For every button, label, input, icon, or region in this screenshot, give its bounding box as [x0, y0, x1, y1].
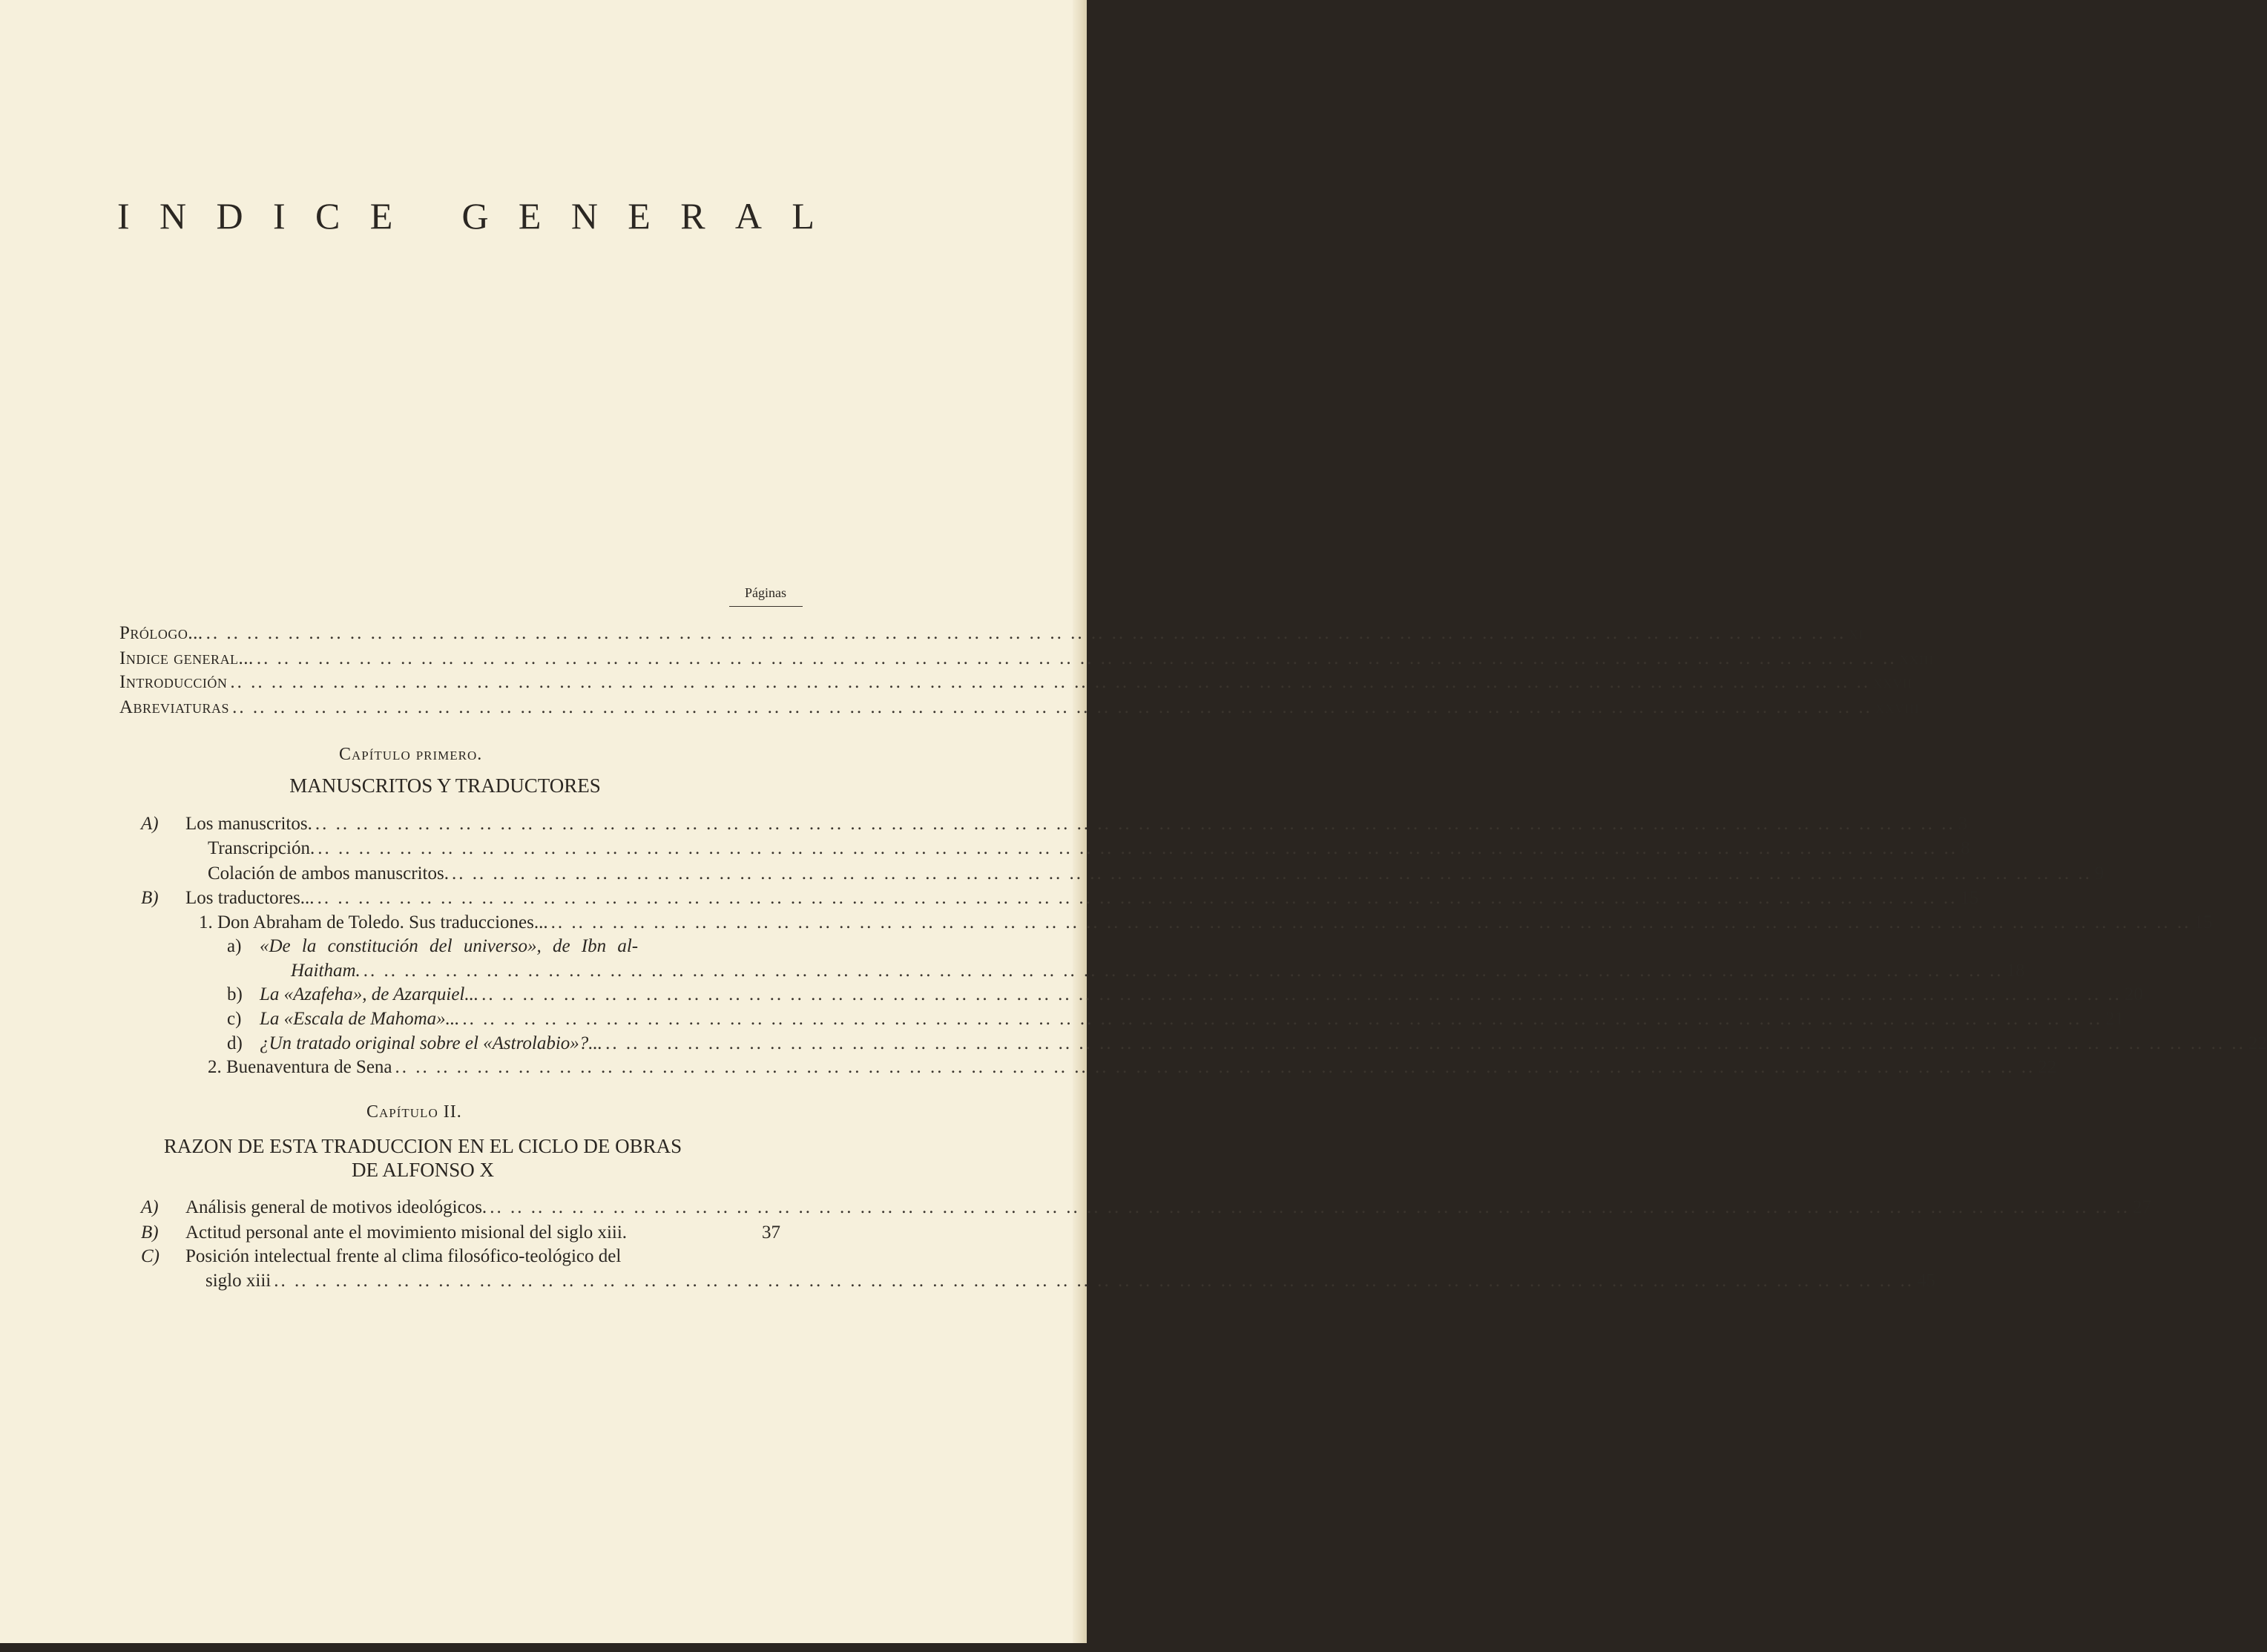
title-letter — [423, 194, 432, 237]
title-letter: E — [628, 195, 651, 237]
leader-dots: .. .. .. .. .. .. .. .. .. .. .. .. .. .. .. .. .. .. .. .. .. .. .. .. .. .. .. .. .. .. .. .. .. .. .. .. .. .. .. .. .. .. .. .. .. .. .. .. .. .. .. .. .. .. .. .. .. .. .. .. .. .. .. .. .. .. .. .. .. .. .. .. .. .. .. .. .. .. .. .. — [256, 648, 1897, 668]
toc-entry-page: 20 — [2124, 984, 2143, 1004]
toc-entry-label: Los traductores... — [185, 888, 315, 908]
toc-entry-page: 37 — [762, 1222, 780, 1243]
section-letter: B) — [141, 888, 159, 908]
toc-entry-label: La «Escala de Mahoma»... — [260, 1009, 460, 1029]
toc-entry-escala[interactable] — [227, 1009, 2125, 1034]
leader-dots: .. .. .. .. .. .. .. .. .. .. .. .. .. .. .. .. .. .. .. .. .. .. .. .. .. .. .. .. .. .. .. .. .. .. .. .. .. .. .. .. .. .. .. .. .. .. .. .. .. .. .. .. .. .. .. .. .. .. .. .. .. .. .. .. .. .. .. .. .. .. .. .. .. .. .. .. .. .. .. .. — [315, 814, 1955, 834]
toc-entry-label: Haitham. — [291, 961, 361, 981]
toc-entry-label: La «Azafeha», de Azarquiel... — [260, 984, 479, 1004]
toc-entry-page: 15 — [1960, 888, 1979, 908]
chapter-2-title-line2: DE ALFONSO X — [351, 1159, 495, 1181]
toc-entry-label: ¿Un tratado original sobre el «Astrolabio»?... — [260, 1033, 603, 1053]
title-letter: R — [680, 195, 705, 237]
title-letter: E — [518, 195, 542, 237]
leader-dots: .. .. .. .. .. .. .. .. .. .. .. .. .. .. .. .. .. .. .. .. .. .. .. .. .. .. .. .. .. .. .. .. .. .. .. .. .. .. .. .. .. .. .. .. .. .. .. .. .. .. .. .. .. .. .. .. .. .. .. .. .. .. .. .. .. .. .. .. .. .. .. .. .. .. .. .. .. .. .. .. — [451, 863, 2092, 883]
toc-entry-label: 2. Buenaventura de Sena — [208, 1057, 392, 1077]
leader-dots: .. .. .. .. .. .. .. .. .. .. .. .. .. .. .. .. .. .. .. .. .. .. .. .. .. .. .. .. .. .. .. .. .. .. .. .. .. .. .. .. .. .. .. .. .. .. .. .. .. .. .. .. .. .. .. .. .. .. .. .. .. .. .. .. .. .. .. .. .. .. .. .. .. .. .. .. .. .. .. .. — [232, 697, 1872, 717]
title-letter: I — [117, 195, 130, 237]
leader-dots: .. .. .. .. .. .. .. .. .. .. .. .. .. .. .. .. .. .. .. .. .. .. .. .. .. .. .. .. .. .. .. .. .. .. .. .. .. .. .. .. .. .. .. .. .. .. .. .. .. .. .. .. .. .. .. .. .. .. .. .. .. .. .. .. .. .. .. .. .. .. .. .. .. .. .. .. .. .. .. .. — [462, 1009, 2103, 1029]
toc-entry-page: 18 — [2006, 961, 2025, 981]
toc-entry-page: 21 — [2105, 1009, 2125, 1029]
leader-dots: .. .. .. .. .. .. .. .. .. .. .. .. .. .. .. .. .. .. .. .. .. .. .. .. .. .. .. .. .. .. .. .. .. .. .. .. .. .. .. .. .. .. .. .. .. .. .. .. .. .. .. .. .. .. .. .. .. .. .. .. .. .. .. .. .. .. .. .. .. .. .. .. .. .. .. .. .. .. .. .. — [230, 672, 1871, 692]
chapter-2-label: Capítulo II. — [366, 1102, 462, 1122]
toc-entry-prologo[interactable] — [119, 623, 1864, 648]
toc-entry-page: xxvii — [1873, 673, 1913, 692]
leader-dots: .. .. .. .. .. .. .. .. .. .. .. .. .. .. .. .. .. .. .. .. .. .. .. .. .. .. .. .. .. .. .. .. .. .. .. .. .. .. .. .. .. .. .. .. .. .. .. .. .. .. .. .. .. .. .. .. .. .. .. .. .. .. .. .. .. .. .. .. .. .. .. .. .. .. .. .. .. .. .. .. — [490, 1197, 2130, 1217]
paginas-header: Páginas — [745, 585, 786, 600]
toc-entry-traductores[interactable] — [141, 888, 1979, 913]
toc-entry-label: Prólogo... — [119, 623, 203, 643]
toc-entry-manuscritos[interactable] — [141, 814, 1968, 839]
toc-entry-label: Posición intelectual frente al clima filosófico-teológico del — [185, 1246, 622, 1266]
toc-entry-page: 45 — [1916, 1271, 1935, 1291]
toc-entry-label: 1. Don Abraham de Toledo. Sus traducciones... — [199, 912, 548, 932]
title-letter: A — [734, 195, 763, 237]
toc-entry-astrolabio[interactable] — [227, 1033, 2267, 1059]
leader-dots: .. .. .. .. .. .. .. .. .. .. .. .. .. .. .. .. .. .. .. .. .. .. .. .. .. .. .. .. .. .. .. .. .. .. .. .. .. .. .. .. .. .. .. .. .. .. .. .. .. .. .. .. .. .. .. .. .. .. .. .. .. .. .. .. .. .. .. .. .. .. .. .. .. .. .. .. .. .. .. .. — [317, 888, 1958, 908]
toc-entry-posicion-line1[interactable] — [141, 1246, 621, 1267]
leader-dots: .. .. .. .. .. .. .. .. .. .. .. .. .. .. .. .. .. .. .. .. .. .. .. .. .. .. .. .. .. .. .. .. .. .. .. .. .. .. .. .. .. .. .. .. .. .. .. .. .. .. .. .. .. .. .. .. .. .. .. .. .. .. .. .. .. .. .. .. .. .. .. .. .. .. .. .. .. .. .. .. — [550, 912, 2191, 932]
toc-entry-label: Abreviaturas — [119, 697, 230, 717]
toc-entry-page: 9 — [2094, 863, 2105, 883]
toc-entry-label: Colación de ambos manuscritos. — [208, 863, 449, 883]
toc-entry-colacion[interactable] — [208, 863, 2105, 889]
toc-entry-constitucion-line2[interactable] — [291, 961, 2025, 986]
toc-entry-azafeha[interactable] — [227, 984, 2143, 1010]
leader-dots: .. .. .. .. .. .. .. .. .. .. .. .. .. .. .. .. .. .. .. .. .. .. .. .. .. .. .. .. .. .. .. .. .. .. .. .. .. .. .. .. .. .. .. .. .. .. .. .. .. .. .. .. .. .. .. .. .. .. .. .. .. .. .. .. .. .. .. .. .. .. .. .. .. .. .. .. .. .. .. .. — [205, 623, 1846, 643]
title-letter: L — [792, 195, 815, 237]
toc-entry-introduccion[interactable] — [119, 672, 1913, 697]
toc-entry-label: siglo xiii — [205, 1271, 272, 1291]
toc-entry-analisis[interactable] — [141, 1197, 2151, 1222]
section-letter: B) — [141, 1222, 159, 1243]
page-title — [117, 194, 815, 237]
toc-entry-page: 22 — [2248, 1033, 2267, 1053]
toc-entry-page: xxiii — [1899, 649, 1935, 668]
toc-entry-label: Actitud personal ante el movimiento misional del siglo xiii. — [185, 1222, 628, 1243]
leader-dots: .. .. .. .. .. .. .. .. .. .. .. .. .. .. .. .. .. .. .. .. .. .. .. .. .. .. .. .. .. .. .. .. .. .. .. .. .. .. .. .. .. .. .. .. .. .. .. .. .. .. .. .. .. .. .. .. .. .. .. .. .. .. .. .. .. .. .. .. .. .. .. .. .. .. .. .. .. .. .. .. — [363, 961, 2004, 981]
toc-entry-actitud[interactable] — [141, 1222, 780, 1248]
subsection-letter: c) — [227, 1009, 242, 1029]
toc-entry-label: Introducción — [119, 672, 228, 692]
toc-entry-label: Análisis general de motivos ideológicos. — [185, 1197, 487, 1217]
title-letter: N — [570, 195, 598, 237]
toc-entry-page: xi — [1849, 624, 1864, 643]
toc-entry-page: 22 — [2038, 1057, 2057, 1077]
toc-entry-page: 3 — [1958, 814, 1968, 834]
toc-entry-label: «De la constitución del universo», de Ibn al- — [260, 936, 639, 956]
paginas-rule — [729, 606, 803, 607]
toc-entry-posicion-line2[interactable] — [205, 1271, 1935, 1296]
toc-entry-label: Los manuscritos. — [185, 814, 312, 834]
toc-entry-page: xxviii — [1875, 698, 1920, 717]
toc-entry-buenaventura[interactable] — [208, 1057, 2057, 1082]
section-letter: C) — [141, 1246, 159, 1266]
leader-dots: .. .. .. .. .. .. .. .. .. .. .. .. .. .. .. .. .. .. .. .. .. .. .. .. .. .. .. .. .. .. .. .. .. .. .. .. .. .. .. .. .. .. .. .. .. .. .. .. .. .. .. .. .. .. .. .. .. .. .. .. .. .. .. .. .. .. .. .. .. .. .. .. .. .. .. .. .. .. .. .. — [395, 1057, 2036, 1077]
section-letter: A) — [141, 1197, 159, 1217]
leader-dots: .. .. .. .. .. .. .. .. .. .. .. .. .. .. .. .. .. .. .. .. .. .. .. .. .. .. .. .. .. .. .. .. .. .. .. .. .. .. .. .. .. .. .. .. .. .. .. .. .. .. .. .. .. .. .. .. .. .. .. .. .. .. .. .. .. .. .. .. .. .. .. .. .. .. .. .. .. .. .. .. — [317, 838, 1958, 858]
title-letter: D — [216, 195, 243, 237]
leader-dots: .. .. .. .. .. .. .. .. .. .. .. .. .. .. .. .. .. .. .. .. .. .. .. .. .. .. .. .. .. .. .. .. .. .. .. .. .. .. .. .. .. .. .. .. .. .. .. .. .. .. .. .. .. .. .. .. .. .. .. .. .. .. .. .. .. .. .. .. .. .. .. .. .. .. .. .. .. .. .. .. — [481, 984, 2122, 1004]
subsection-letter: d) — [227, 1033, 243, 1053]
toc-entry-page: 27 — [2132, 1197, 2151, 1217]
subsection-letter: b) — [227, 984, 243, 1004]
toc-entry-abreviaturas[interactable] — [119, 697, 1920, 723]
toc-entry-label: Transcripción. — [208, 838, 315, 858]
title-letter: N — [159, 195, 187, 237]
toc-entry-constitucion-line1[interactable] — [227, 936, 638, 957]
toc-entry-page: 15 — [2194, 912, 2213, 932]
chapter-1-label: Capítulo primero. — [339, 745, 483, 764]
toc-entry-label: Indice general... — [119, 648, 254, 668]
leader-dots: .. .. .. .. .. .. .. .. .. .. .. .. .. .. .. .. .. .. .. .. .. .. .. .. .. .. .. .. .. .. .. .. .. .. .. .. .. .. .. .. .. .. .. .. .. .. .. .. .. .. .. .. .. .. .. .. .. .. .. .. .. .. .. .. .. .. .. .. .. .. .. .. .. .. .. .. .. .. .. .. — [274, 1271, 1914, 1291]
chapter-1-title: MANUSCRITOS Y TRADUCTORES — [289, 774, 601, 797]
title-letter: C — [315, 195, 340, 237]
toc-entry-abraham[interactable] — [199, 912, 2213, 938]
leader-dots: .. .. .. .. .. .. .. .. .. .. .. .. .. .. .. .. .. .. .. .. .. .. .. .. .. .. .. .. .. .. .. .. .. .. .. .. .. .. .. .. .. .. .. .. .. .. .. .. .. .. .. .. .. .. .. .. .. .. .. .. .. .. .. .. .. .. .. .. .. .. .. .. .. .. .. .. .. .. .. .. — [605, 1033, 2245, 1053]
title-letter: E — [369, 195, 393, 237]
toc-entry-page: 8 — [1960, 838, 1970, 858]
chapter-2-title-line1: RAZON DE ESTA TRADUCCION EN EL CICLO DE OBRAS — [163, 1135, 682, 1157]
subsection-letter: a) — [227, 936, 242, 956]
toc-entry-transcripcion[interactable] — [208, 838, 1970, 863]
title-letter: G — [461, 195, 489, 237]
section-letter: A) — [141, 814, 159, 834]
toc-entry-indice-general[interactable] — [119, 648, 1935, 674]
title-letter: I — [272, 195, 286, 237]
